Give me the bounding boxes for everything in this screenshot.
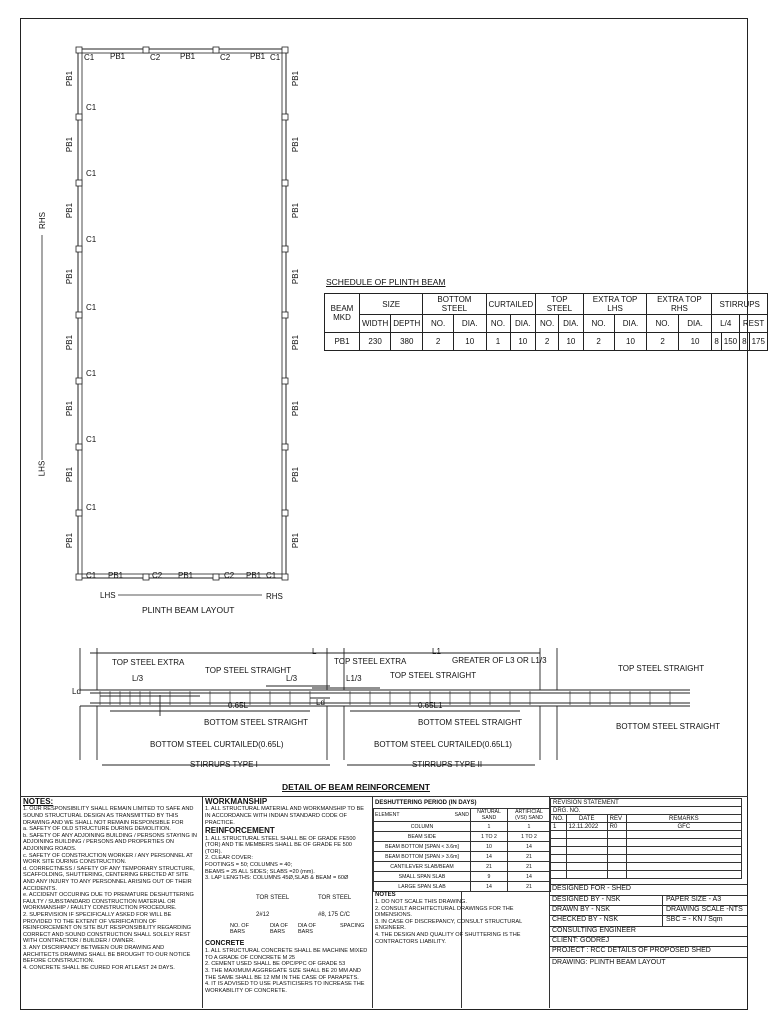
panel-divider <box>202 796 203 1008</box>
notes-title: NOTES: <box>23 797 54 806</box>
bottom-steel-straight-label-3: BOTTOM STEEL STRAIGHT <box>616 722 721 731</box>
sched-cell: 8 <box>740 333 749 351</box>
bar-spec: 2#12 <box>256 912 270 918</box>
desh-h-artificial: ARTIFICIAL (VSI) SAND <box>508 809 551 822</box>
plan-beam-label-left: PB1 <box>65 268 75 285</box>
concrete-column <box>205 940 369 994</box>
plan-bottom-label: PB1 <box>108 571 124 580</box>
revision-title: REVISION STATEMENT <box>551 799 742 807</box>
bottom-lhs-label: LHS <box>100 591 116 600</box>
checked-by: CHECKED BY - NSK <box>552 916 618 923</box>
th-stirrups: STIRRUPS <box>712 294 768 315</box>
bottom-steel-curtailed-label: BOTTOM STEEL CURTAILED(0.65L) <box>150 740 284 749</box>
plan-beam-label-right: PB1 <box>291 466 301 483</box>
note-item: 3. ANY DISCRIPANCY BETWEEN OUR DRAWING AND ARCHITECTS DRAWING SHALL BE BROUGHT TO OUR NOTICE BEFORE CONSTRUCTION. <box>23 944 191 965</box>
dim-l: L <box>312 647 317 656</box>
plan-bottom-label: PB1 <box>246 571 262 580</box>
sched-cell: 8 <box>712 333 721 351</box>
plan-beam-label-left: PB1 <box>65 202 75 219</box>
desh-cell: 21 <box>508 882 551 892</box>
bottom-steel-straight-label-2: BOTTOM STEEL STRAIGHT <box>418 718 523 727</box>
conc-item: 3. THE MAXIMUM AGGREGATE SIZE SHALL BE 20 MM AND THE SAME SHALL BE 12 MM IN THE CASE OF PARAPETS. <box>205 968 361 981</box>
plan-beam-label-left: PB1 <box>65 70 75 87</box>
designed-for: DESIGNED FOR - SHED <box>552 885 631 892</box>
sched-cell: 10 <box>510 333 536 351</box>
reinf-item: 2. CLEAR COVER: <box>205 855 253 862</box>
bottom-steel-straight-label: BOTTOM STEEL STRAIGHT <box>204 718 309 727</box>
sched-cell: 10 <box>453 333 486 351</box>
plan-beam-label-left: PB1 <box>65 136 75 153</box>
top-steel-extra-label-2: TOP STEEL EXTRA <box>334 657 407 666</box>
plan-bottom-label: PB1 <box>178 571 194 580</box>
spacing-label: SPACING <box>340 923 365 929</box>
drawing-notes <box>375 892 547 945</box>
plan-top-label: PB1 <box>180 52 196 61</box>
plan-column-label: C1 <box>86 435 97 444</box>
detail-title: DETAIL OF BEAM REINFORCEMENT <box>282 782 430 792</box>
sched-cell: 2 <box>536 333 559 351</box>
tb-divider <box>662 895 663 926</box>
plan-column-label: C1 <box>86 169 97 178</box>
dia-of-bars-label: DIA OF BARS <box>270 923 289 935</box>
th-l4: L/4 <box>712 315 740 333</box>
plan-beam-label-left: PB1 <box>65 334 75 351</box>
sched-cell: 2 <box>423 333 454 351</box>
paper-size: PAPER SIZE - A3 <box>666 896 722 903</box>
plan-beam-label-left: PB1 <box>65 400 75 417</box>
plan-bottom-label: C1 <box>266 571 277 580</box>
th-dia: DIA. <box>559 315 584 333</box>
desh-cell: 14 <box>471 852 508 862</box>
sched-cell: 10 <box>559 333 584 351</box>
conc-item: 4. IT IS ADVISED TO USE PLASTICISERS TO INCREASE THE WORKABILITY OF CONCRETE. <box>205 981 365 994</box>
plan-top-label: PB1 <box>110 52 126 61</box>
conc-item: 2. CEMENT USED SHALL BE OPC/PPC OF GRADE 53 <box>205 961 346 968</box>
th-depth: DEPTH <box>391 315 423 333</box>
revision-table <box>550 798 742 879</box>
plan-beam-label-right: PB1 <box>291 532 301 549</box>
plan-beam-label-right: PB1 <box>291 334 301 351</box>
desh-cell: LARGE SPAN SLAB <box>374 882 471 892</box>
reinf-item: FOOTINGS = 50; COLUMNS = 40; <box>205 862 293 869</box>
desh-cell: BEAM SIDE <box>374 832 471 842</box>
drawing-note: 2. CONSULT ARCHITECTURAL DRAWINGS FOR THE DIMENSIONS. <box>375 905 514 919</box>
drg-no: DRG. NO. <box>551 807 742 815</box>
project: PROJECT : RCC DETAILS OF PROPOSED SHED <box>552 947 711 954</box>
note-item: b. SAFETY OF ANY ADJOINING BUILDING / PERSONS STAYING IN ADJOINING BUILDING / PERSONS AND PROPERTIES ON ADJOINING ROADS. <box>23 832 197 852</box>
sched-cell: 380 <box>391 333 423 351</box>
tor-steel-label: TOR STEEL <box>256 895 290 901</box>
note-item: 1. OUR RESPONSIBILITY SHALL REMAIN LIMITED TO SAFE AND SOUND STRUCTURAL DESIGN AS TRANSMITTED BY THIS DRAWING AND WE SHALL NOT REMAIN RESPONSIBLE FOR <box>23 806 194 826</box>
reinforcement-title: REINFORCEMENT <box>205 826 275 836</box>
drawing-note: 4. THE DESIGN AND QUALITY OF SHUTTERING IS THE CONTRACTORS LIABILITY. <box>375 932 521 945</box>
desh-cell: CANTILEVER SLAB/BEAM <box>374 862 471 872</box>
desh-h-natural: NATURAL SAND <box>471 809 508 822</box>
th-size: SIZE <box>360 294 423 315</box>
dim-l3b: L/3 <box>286 674 298 683</box>
top-steel-straight-label-3: TOP STEEL STRAIGHT <box>618 664 705 673</box>
ld-label-2: Ld <box>316 698 325 707</box>
th-dia: DIA. <box>614 315 647 333</box>
plan-top-label: PB1 <box>250 52 266 61</box>
th-beam: BEAM MKD <box>325 294 360 333</box>
schedule-title: SCHEDULE OF PLINTH BEAM <box>326 277 446 287</box>
desh-cell: 21 <box>508 852 551 862</box>
tor-steel-label-2: TOR STEEL <box>318 895 352 901</box>
sched-cell: 1 <box>486 333 510 351</box>
drawing-note: 3. IN CASE OF DISCREPANCY, CONSULT STRUCTURAL ENGINEER. <box>375 918 523 932</box>
desh-cell: 1 <box>508 822 551 832</box>
stirrups-type-2: STIRRUPS TYPE II <box>412 760 483 769</box>
desh-cell: COLUMN <box>374 822 471 832</box>
sched-cell: 10 <box>614 333 647 351</box>
dim-l1: L1 <box>432 647 441 656</box>
work-item: 1. ALL STRUCTURAL MATERIAL AND WORKMANSHIP TO BE IN ACCORDANCE WITH INDIAN STANDARD CODE OF PRACTICE. <box>205 806 365 826</box>
th-curtailed: CURTAILED <box>486 294 536 315</box>
note-item: a. SAFETY OF OLD STRUCTURE DURING DEMOLITION. <box>23 826 171 833</box>
rev-cell: 12.11.2022 <box>566 823 607 831</box>
th-no: NO. <box>486 315 510 333</box>
top-steel-straight-label: TOP STEEL STRAIGHT <box>205 666 292 675</box>
desh-cell: 1 TO 2 <box>508 832 551 842</box>
drawing-note: 1. DO NOT SCALE THIS DRAWING. <box>375 899 467 906</box>
conc-item: 1. ALL STRUCTURAL CONCRETE SHALL BE MACHINE MIXED TO A GRADE OF CONCRETE M 25 <box>205 948 368 961</box>
plan-top-label: C2 <box>150 53 161 62</box>
desh-cell: 14 <box>508 842 551 852</box>
plan-beam-label-left: PB1 <box>65 466 75 483</box>
plan-beam-label-left: PB1 <box>65 532 75 549</box>
sbc: SBC = - KN / Sqm <box>666 916 723 923</box>
sched-cell: 2 <box>583 333 614 351</box>
plan-title: PLINTH BEAM LAYOUT <box>142 605 235 615</box>
designed-by: DESIGNED BY - NSK <box>552 896 621 903</box>
th-dia: DIA. <box>453 315 486 333</box>
plan-bottom-label: C2 <box>152 571 163 580</box>
no-of-bars-label: NO. OF BARS <box>230 923 249 935</box>
plan-bottom-label: C1 <box>86 571 97 580</box>
drawing-notes-title: NOTES <box>375 892 396 898</box>
ld-label: Ld <box>72 687 81 696</box>
note-item: e. ACCIDENT OCCURING DUE TO PREMATURE DESHUTTERING FAULTY / SUBSTANDARD CONSTRUCTION MATERIAL OR WORKMANSHIP / FAULTY CONSTRUCTION PROCEDURE. <box>23 892 194 912</box>
th-no: NO. <box>583 315 614 333</box>
top-steel-straight-label-2: TOP STEEL STRAIGHT <box>390 671 477 680</box>
plan-column-label: C1 <box>86 235 97 244</box>
lhs-label: LHS <box>37 460 47 477</box>
rev-h-date: DATE <box>566 815 607 823</box>
desh-cell: 9 <box>471 872 508 882</box>
th-rest: REST <box>740 315 768 333</box>
greater-label: GREATER OF L3 OR L1/3 <box>452 656 547 665</box>
desh-cell: 10 <box>471 842 508 852</box>
sched-cell: 230 <box>360 333 391 351</box>
client: CLIENT: GODREJ <box>552 937 610 944</box>
reinf-item: 1. ALL STRUCTURAL STEEL SHALL BE OF GRADE FE500 (TOR) AND TIE MEMBERS SHALL BE OF GRADE FE 500 (TOR). <box>205 835 356 855</box>
drawing-scale: DRAWING SCALE -NTS <box>666 906 743 913</box>
plan-column-label: C1 <box>86 103 97 112</box>
note-item: 2. SUPERVISION IF SPECIFICALLY ASKED FOR WILL BE PROVIDED TO THE EXTENT OF VERIFICATION OF REINFORCEMENT ON SITE BUT RESPONSIBILITY REGARDING CORRECT AND SOUND CONSTRUCTION SHALL SOLELY REST WITH CONTRACTOR / BUILDER / OWNER. <box>23 911 192 945</box>
bar-spec-2: #8, 175 C/C <box>318 912 351 918</box>
notes-column <box>23 797 199 971</box>
top-steel-extra-label: TOP STEEL EXTRA <box>112 658 185 667</box>
deshuttering-title: DESHUTTERING PERIOD (IN DAYS) <box>375 800 477 806</box>
rev-h-rev: REV <box>607 815 626 823</box>
th-no: NO. <box>536 315 559 333</box>
workmanship-title: WORKMANSHIP <box>205 797 268 806</box>
plan-column-label: C1 <box>86 303 97 312</box>
schedule-table <box>324 293 768 351</box>
plan-beam-label-right: PB1 <box>291 268 301 285</box>
desh-cell: 1 <box>471 822 508 832</box>
th-dia: DIA. <box>510 315 536 333</box>
desh-cell: 21 <box>471 862 508 872</box>
dim-l13: L1/3 <box>346 674 362 683</box>
desh-h-sand: SAND <box>454 812 469 818</box>
desh-header-element <box>374 809 471 822</box>
plan-beam-label-right: PB1 <box>291 136 301 153</box>
dim-065l1: 0.65L1 <box>418 701 443 710</box>
reinf-item: 3. LAP LENGTHS: COLUMNS 45Ø,SLAB & BEAM = 60Ø <box>205 875 349 882</box>
bottom-rhs-label: RHS <box>266 592 283 601</box>
rev-h-remarks: REMARKS <box>626 815 741 823</box>
desh-cell: 14 <box>508 872 551 882</box>
rev-cell: 1 <box>551 823 567 831</box>
th-bottom: BOTTOM STEEL <box>423 294 486 315</box>
rhs-label: RHS <box>37 212 47 229</box>
sched-cell: 2 <box>647 333 678 351</box>
plan-bottom-label: C2 <box>224 571 235 580</box>
plan-top-label: C1 <box>270 53 281 62</box>
sched-cell: 10 <box>678 333 712 351</box>
rev-h-no: NO. <box>551 815 567 823</box>
deshuttering-table <box>373 808 551 892</box>
plan-column-label: C1 <box>86 369 97 378</box>
tb-line <box>549 957 747 958</box>
dim-l3: L/3 <box>132 674 144 683</box>
dia-of-bars-label-2: DIA OF BARS <box>298 923 317 935</box>
note-item: d. CORRECTNESS / SAFETY OF ANY TEMPORARY STRUCTURE, SCAFFOLDING, SHUTTERING, CENTERING ERECTED AT SITE AND ANY INJURY TO ANY PERSONNEL ARISING OUT OF THEIR ACCIDENTS. <box>23 865 195 892</box>
th-extra-lhs: EXTRA TOP LHS <box>583 294 647 315</box>
workmanship-column <box>205 797 369 882</box>
th-width: WIDTH <box>360 315 391 333</box>
th-extra-rhs: EXTRA TOP RHS <box>647 294 712 315</box>
plan-beam-label-right: PB1 <box>291 400 301 417</box>
note-item: c. SAFETY OF CONSTRUCTION WORKER / ANY PERSONNEL AT WORK SITE DURING CONSTRUCTION. <box>23 852 193 866</box>
desh-cell: 1 TO 2 <box>471 832 508 842</box>
desh-cell: 14 <box>471 882 508 892</box>
drawing-name: DRAWING: PLINTH BEAM LAYOUT <box>552 959 666 966</box>
reinf-item: BEAMS = 25 ALL SIDES; SLABS =20 (mm). <box>205 868 315 875</box>
plan-top-label: C1 <box>84 53 95 62</box>
dim-065l: 0.65L <box>228 701 249 710</box>
sched-cell: PB1 <box>325 333 360 351</box>
th-dia: DIA. <box>678 315 712 333</box>
plan-column-label: C1 <box>86 503 97 512</box>
stirrups-type-1: STIRRUPS TYPE I <box>190 760 258 769</box>
drawn-by: DRAWN BY - NSK <box>552 906 610 913</box>
sched-cell: 175 <box>749 333 767 351</box>
th-top: TOP STEEL <box>536 294 584 315</box>
sched-cell: 150 <box>721 333 739 351</box>
desh-cell: 21 <box>508 862 551 872</box>
beam-detail-diagram <box>0 630 768 790</box>
th-no: NO. <box>647 315 678 333</box>
plan-beam-label-right: PB1 <box>291 202 301 219</box>
bottom-steel-curtailed-label-2: BOTTOM STEEL CURTAILED(0.65L1) <box>374 740 512 749</box>
consulting-engineer: CONSULTING ENGINEER <box>552 927 636 934</box>
rev-cell: R0 <box>607 823 626 831</box>
plan-top-label: C2 <box>220 53 231 62</box>
plan-beam-label-right: PB1 <box>291 70 301 87</box>
th-no: NO. <box>423 315 454 333</box>
desh-cell: BEAM BOTTOM [SPAN < 3.6m] <box>374 842 471 852</box>
note-item: 4. CONCRETE SHALL BE CURED FOR ATLEAST 24 DAYS. <box>23 964 175 971</box>
rev-cell: GFC <box>626 823 741 831</box>
desh-h-element: ELEMENT <box>375 812 400 818</box>
desh-cell: SMALL SPAN SLAB <box>374 872 471 882</box>
concrete-title: CONCRETE <box>205 940 245 947</box>
desh-cell: BEAM BOTTOM [SPAN > 3.6m] <box>374 852 471 862</box>
